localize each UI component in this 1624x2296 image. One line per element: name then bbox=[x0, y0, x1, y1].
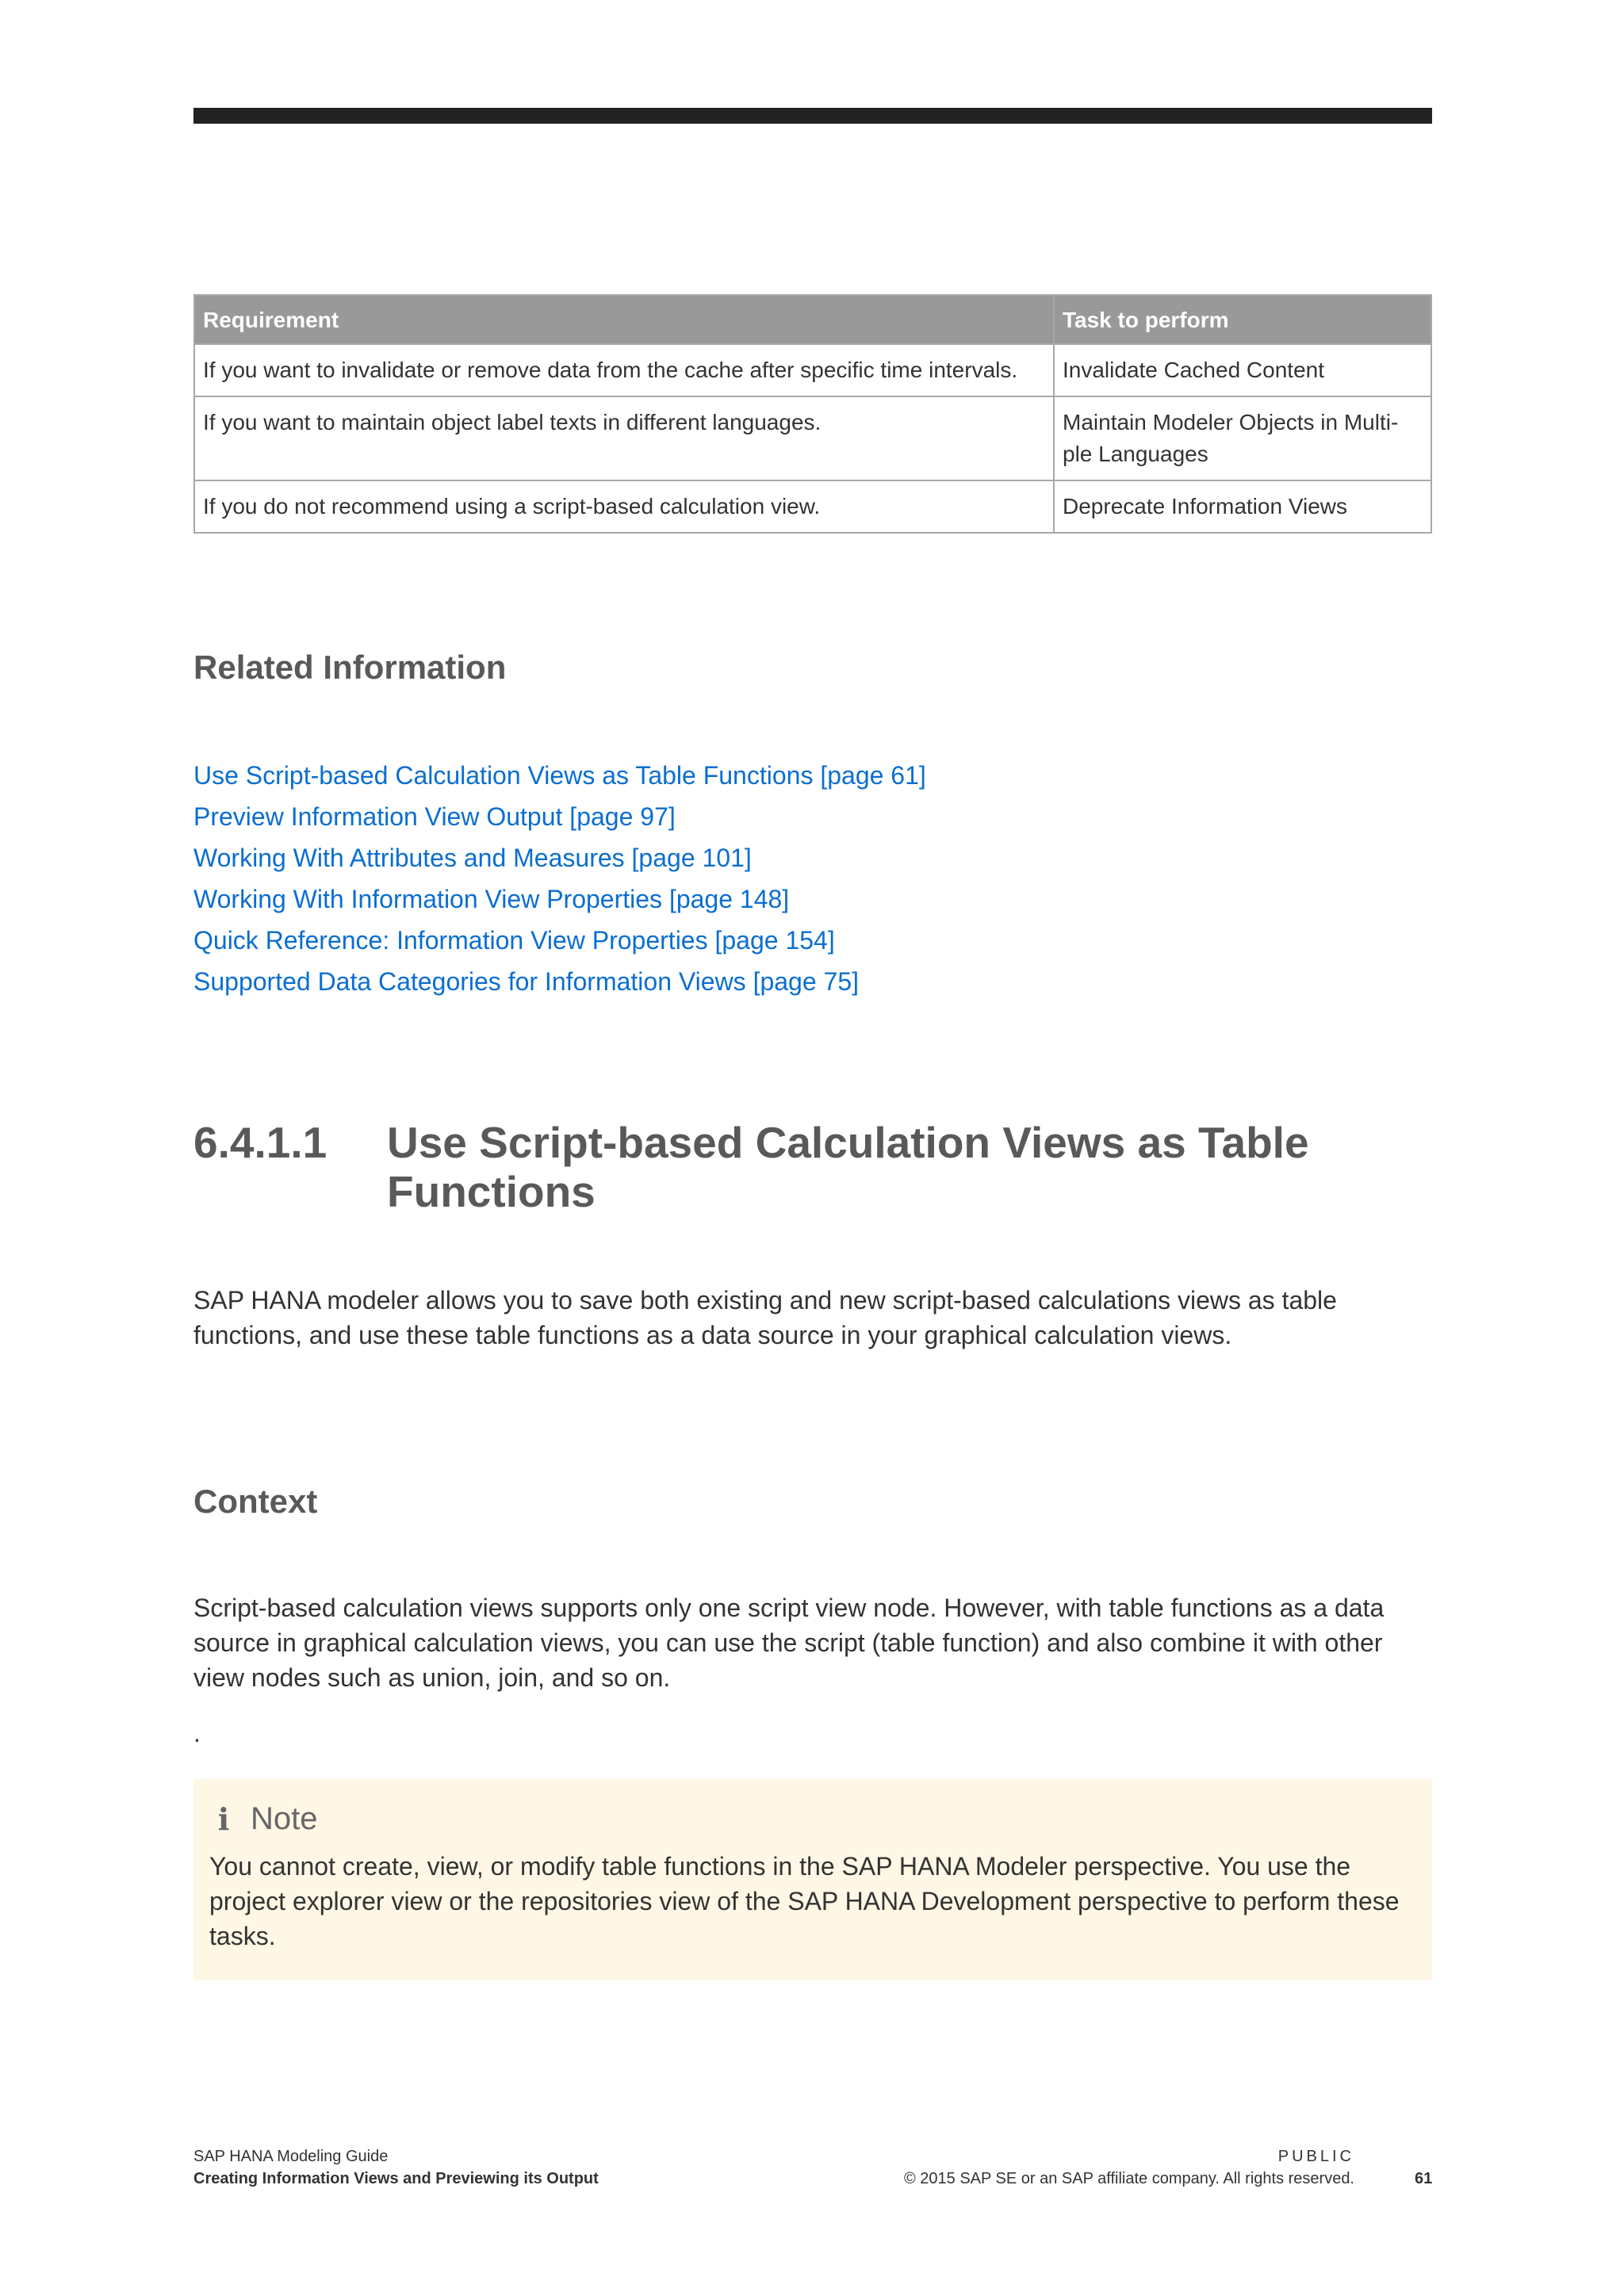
section-title: Use Script-based Calculation Views as Table Functions bbox=[387, 1118, 1309, 1216]
section-number: 6.4.1.1 bbox=[193, 1118, 327, 1167]
note-title: Note bbox=[251, 1800, 318, 1836]
link-view-properties[interactable]: Working With Information View Properties [page 148] bbox=[193, 885, 790, 913]
table-cell-task: Invalidate Cached Content bbox=[1054, 344, 1431, 396]
table-cell-requirement: If you want to maintain object label texts in different languages. bbox=[194, 396, 1054, 480]
table-row bbox=[194, 480, 1431, 533]
footer-right bbox=[904, 2145, 1354, 2190]
note-header bbox=[209, 1798, 1416, 1839]
header-task: Task to perform bbox=[1054, 295, 1431, 344]
info-icon: i bbox=[217, 1800, 230, 1837]
section-heading bbox=[193, 1118, 1432, 1216]
link-data-categories[interactable]: Supported Data Categories for Information Views [page 75] bbox=[193, 967, 860, 996]
note-text: You cannot create, view, or modify table functions in the SAP HANA Modeler perspective. You use the project explorer view or the repositories view of the SAP HANA Development perspective to perform these tasks. bbox=[209, 1852, 1400, 1950]
footer-classification: PUBLIC bbox=[1277, 2148, 1354, 2165]
footer-guide-title: SAP HANA Modeling Guide bbox=[193, 2148, 389, 2165]
context-heading: Context bbox=[193, 1483, 318, 1520]
intro-paragraph: SAP HANA modeler allows you to save both existing and new script-based calculations views as table functions, and use these table functions as a data source in your graphical calculation views. bbox=[193, 1286, 1337, 1349]
footer-left bbox=[193, 2145, 599, 2190]
footer-chapter-title: Creating Information Views and Previewing its Output bbox=[193, 2170, 599, 2187]
link-quick-reference[interactable]: Quick Reference: Information View Properties [page 154] bbox=[193, 926, 835, 955]
link-attributes-measures[interactable]: Working With Attributes and Measures [page 101] bbox=[193, 844, 752, 872]
top-rule bbox=[193, 108, 1432, 124]
table-cell-requirement: If you do not recommend using a script-based calculation view. bbox=[194, 480, 1054, 533]
table-cell-task: Maintain Modeler Objects in Multi-ple Languages bbox=[1054, 396, 1431, 480]
page-number: 61 bbox=[1415, 2170, 1433, 2187]
table-row bbox=[194, 344, 1431, 396]
link-table-functions[interactable]: Use Script-based Calculation Views as Table Functions [page 61] bbox=[193, 761, 926, 790]
header-requirement: Requirement bbox=[194, 295, 1054, 344]
requirements-table bbox=[193, 294, 1432, 534]
related-links-list bbox=[193, 755, 926, 1002]
stray-period: . bbox=[193, 1719, 201, 1747]
footer-copyright: © 2015 SAP SE or an SAP affiliate company. All rights reserved. bbox=[903, 2170, 1354, 2187]
table-cell-task: Deprecate Information Views bbox=[1054, 480, 1431, 533]
context-paragraph: Script-based calculation views supports only one script view node. However, with table functions as a data source in graphical calculation views, you can use the script (table function) and also combine it with other view nodes such as union, join, and so on. bbox=[193, 1594, 1385, 1692]
table-row bbox=[194, 396, 1431, 480]
related-information-heading: Related Information bbox=[193, 649, 507, 686]
table-cell-requirement: If you want to invalidate or remove data from the cache after specific time intervals. bbox=[194, 344, 1054, 396]
link-preview-output[interactable]: Preview Information View Output [page 97] bbox=[193, 802, 676, 831]
table-header-row bbox=[194, 295, 1431, 344]
note-box bbox=[193, 1779, 1432, 1980]
